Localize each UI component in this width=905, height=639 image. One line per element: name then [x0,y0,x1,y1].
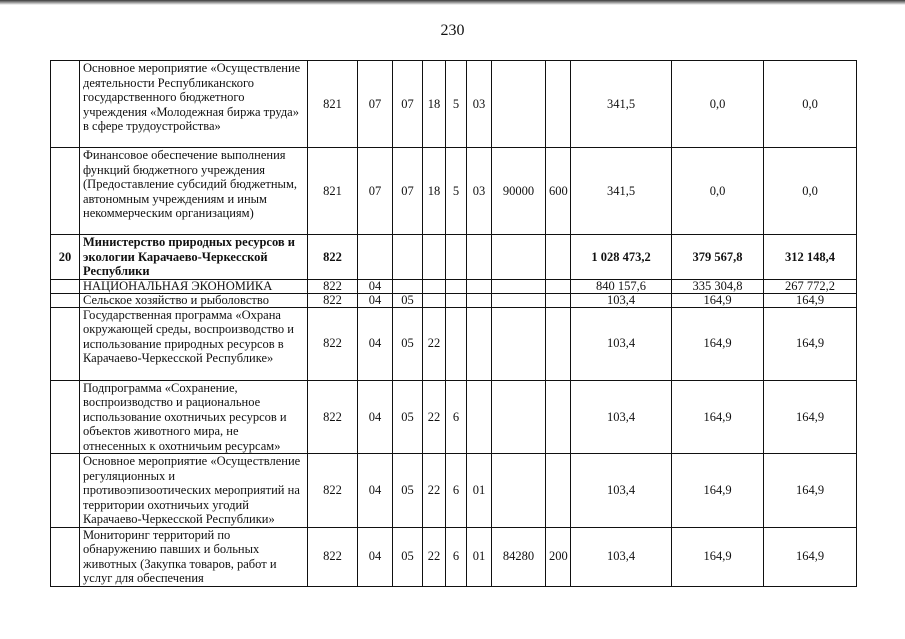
section-code: 04 [358,293,393,307]
amount-year-2: 164,9 [672,380,764,454]
row-number [51,293,80,307]
ministry-code: 821 [308,148,358,235]
ministry-code: 822 [308,307,358,380]
ministry-code: 822 [308,279,358,293]
item-name: Основное мероприятие «Осуществление регуляционных и противоэпизоотических мероприятий на территории охотничьих угодий Карачаево-Черкесской Республики» [80,454,308,528]
amount-year-2: 164,9 [672,527,764,586]
section-code: 04 [358,454,393,528]
expense-type-code: 200 [546,527,571,586]
event-code: 01 [467,454,492,528]
row-number [51,380,80,454]
row-number [51,148,80,235]
event-code [467,293,492,307]
program-code: 18 [423,148,446,235]
subsection-code: 05 [393,307,423,380]
subprogram-code: 5 [446,61,467,148]
ministry-code: 822 [308,527,358,586]
section-code: 04 [358,380,393,454]
amount-year-3: 164,9 [764,527,857,586]
table-row [51,61,857,148]
event-code: 03 [467,148,492,235]
expense-type-code [546,235,571,280]
amount-year-2: 0,0 [672,148,764,235]
expense-type-code [546,454,571,528]
item-name: Подпрограмма «Сохранение, воспроизводство и рациональное использование охотничьих ресурсов и объектов животного мира, не отнесенных к охотничьим ресурсам» [80,380,308,454]
subprogram-code: 6 [446,527,467,586]
subprogram-code: 5 [446,148,467,235]
amount-year-2: 164,9 [672,307,764,380]
direction-code [492,279,546,293]
subprogram-code [446,293,467,307]
direction-code [492,235,546,280]
direction-code: 84280 [492,527,546,586]
row-number [51,307,80,380]
amount-year-1: 103,4 [571,454,672,528]
event-code [467,380,492,454]
amount-year-3: 312 148,4 [764,235,857,280]
amount-year-1: 1 028 473,2 [571,235,672,280]
table-row [51,307,857,380]
subprogram-code [446,307,467,380]
ministry-code: 821 [308,61,358,148]
amount-year-3: 164,9 [764,454,857,528]
section-code [358,235,393,280]
subsection-code [393,235,423,280]
item-name: НАЦИОНАЛЬНАЯ ЭКОНОМИКА [80,279,308,293]
budget-table [50,60,857,587]
expense-type-code [546,380,571,454]
amount-year-1: 341,5 [571,148,672,235]
table-row [51,148,857,235]
direction-code [492,454,546,528]
row-number [51,61,80,148]
amount-year-1: 341,5 [571,61,672,148]
event-code: 03 [467,61,492,148]
subsection-code: 05 [393,380,423,454]
program-code [423,279,446,293]
amount-year-3: 267 772,2 [764,279,857,293]
subprogram-code [446,279,467,293]
amount-year-2: 379 567,8 [672,235,764,280]
expense-type-code [546,279,571,293]
program-code: 22 [423,307,446,380]
section-code: 04 [358,279,393,293]
amount-year-3: 164,9 [764,380,857,454]
item-name: Основное мероприятие «Осуществление деятельности Республиканского государственного бюджетного учреждения «Молодежная биржа труда» в сфере трудоустройства» [80,61,308,148]
subprogram-code: 6 [446,380,467,454]
amount-year-2: 0,0 [672,61,764,148]
direction-code: 90000 [492,148,546,235]
table-row [51,235,857,280]
amount-year-1: 103,4 [571,380,672,454]
subprogram-code: 6 [446,454,467,528]
scan-edge-shadow [0,0,905,5]
subprogram-code [446,235,467,280]
amount-year-1: 103,4 [571,307,672,380]
program-code [423,293,446,307]
section-code: 04 [358,307,393,380]
row-number [51,279,80,293]
section-code: 07 [358,148,393,235]
amount-year-1: 103,4 [571,293,672,307]
amount-year-3: 0,0 [764,61,857,148]
table-row [51,293,857,307]
ministry-code: 822 [308,380,358,454]
event-code: 01 [467,527,492,586]
expense-type-code [546,293,571,307]
program-code: 22 [423,380,446,454]
table-row [51,380,857,454]
subsection-code [393,279,423,293]
subsection-code: 07 [393,61,423,148]
subsection-code: 07 [393,148,423,235]
direction-code [492,380,546,454]
expense-type-code [546,61,571,148]
item-name: Государственная программа «Охрана окружающей среды, воспроизводство и использование природных ресурсов в Карачаево-Черкесской Республике» [80,307,308,380]
amount-year-3: 0,0 [764,148,857,235]
page-number: 230 [440,22,465,39]
program-code [423,235,446,280]
item-name: Мониторинг территорий по обнаружению павших и больных животных (Закупка товаров, работ и услуг для обеспечения [80,527,308,586]
subsection-code: 05 [393,454,423,528]
expense-type-code [546,307,571,380]
direction-code [492,293,546,307]
amount-year-1: 103,4 [571,527,672,586]
amount-year-1: 840 157,6 [571,279,672,293]
event-code [467,307,492,380]
row-number [51,454,80,528]
section-code: 04 [358,527,393,586]
direction-code [492,61,546,148]
row-number [51,527,80,586]
program-code: 22 [423,454,446,528]
item-name: Сельское хозяйство и рыболовство [80,293,308,307]
event-code [467,279,492,293]
amount-year-3: 164,9 [764,293,857,307]
ministry-code: 822 [308,454,358,528]
item-name: Министерство природных ресурсов и экологии Карачаево-Черкесской Республики [80,235,308,280]
event-code [467,235,492,280]
row-number: 20 [51,235,80,280]
program-code: 22 [423,527,446,586]
program-code: 18 [423,61,446,148]
amount-year-2: 164,9 [672,454,764,528]
item-name: Финансовое обеспечение выполнения функций бюджетного учреждения (Предоставление субсидий бюджетным, автономным учреждениям и иным некоммерческим организациям) [80,148,308,235]
direction-code [492,307,546,380]
amount-year-2: 164,9 [672,293,764,307]
table-row [51,279,857,293]
section-code: 07 [358,61,393,148]
amount-year-3: 164,9 [764,307,857,380]
amount-year-2: 335 304,8 [672,279,764,293]
expense-type-code: 600 [546,148,571,235]
ministry-code: 822 [308,293,358,307]
subsection-code: 05 [393,293,423,307]
subsection-code: 05 [393,527,423,586]
ministry-code: 822 [308,235,358,280]
table-row [51,454,857,528]
table-row [51,527,857,586]
